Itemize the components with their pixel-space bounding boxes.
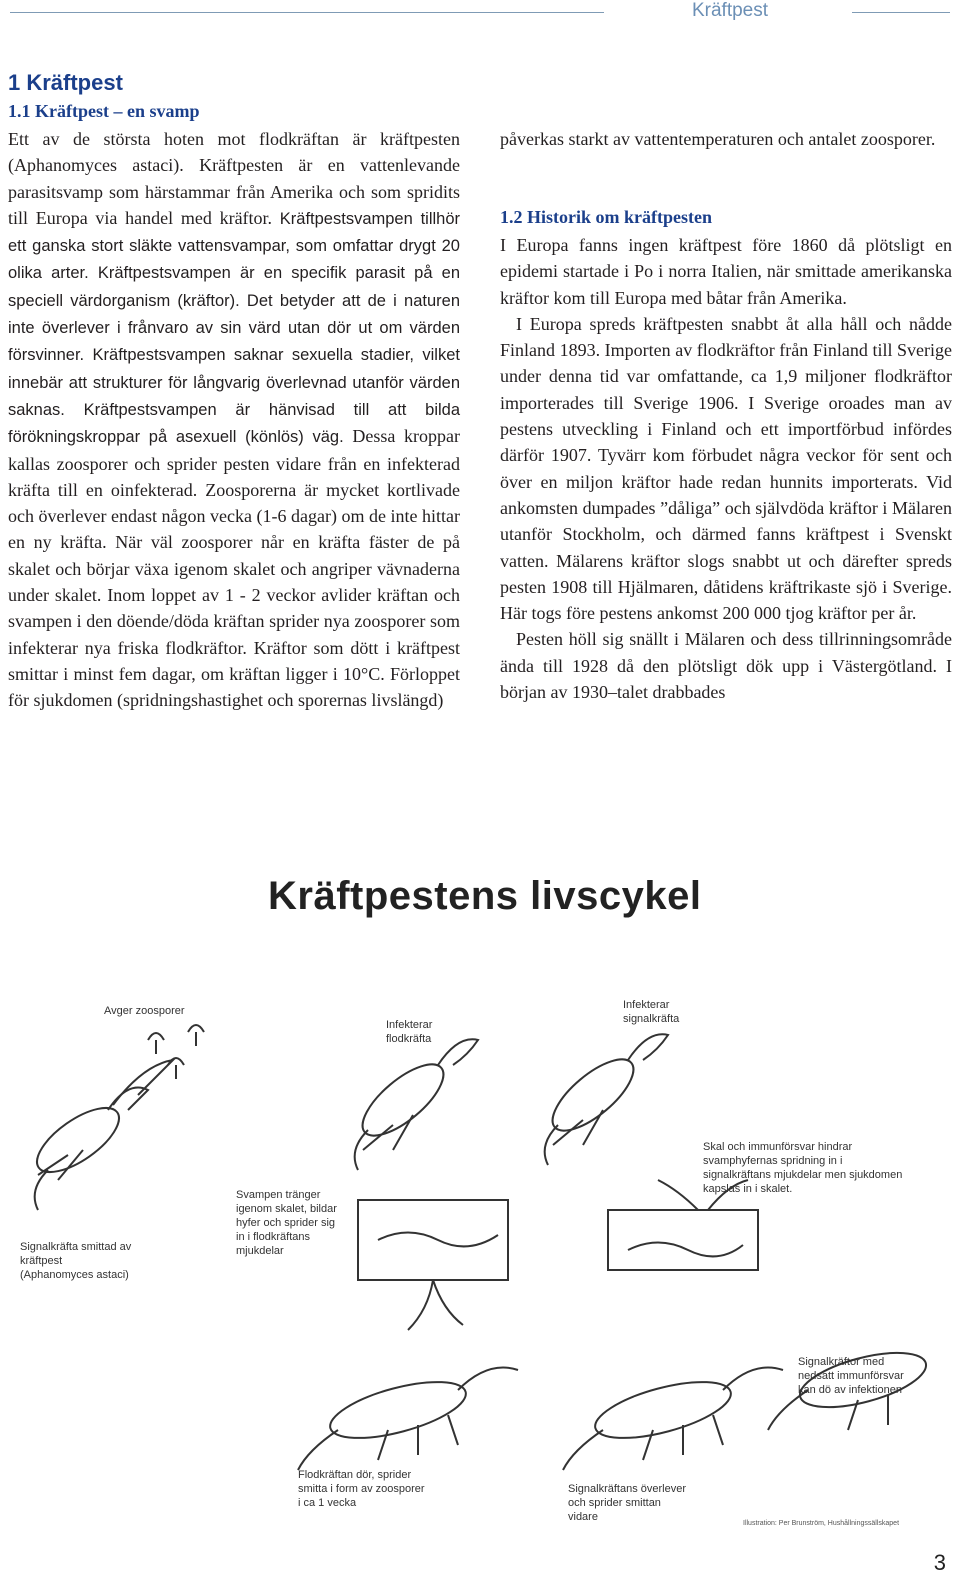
body-paragraph-col2 <box>500 232 952 705</box>
label-signalkraftans-overlever: Signalkräftans överlever och sprider smittan vidare <box>568 1483 687 1523</box>
body-paragraph-col2-continued: påverkas starkt av vattentemperaturen och antalet zoosporer. <box>500 129 936 149</box>
subsection-heading-1-2: 1.2 Historik om kräftpesten <box>500 207 712 227</box>
label-infekterar-flodkrafta: Infekterar flodkräfta <box>386 1019 433 1045</box>
col1-text-a: Ett av de största hoten mot flodkräftan är kräftpesten (Aphanomyces astaci). Kräftpesten är en vattenlevande parasitsvamp som härstammar från Amerika och som spridits till Europa via handel med kräftor. <box>8 129 460 228</box>
col2-para-3: Pesten höll sig snällt i Mälaren och dess tillrinningsområde ända till 1928 då den plötsligt dök upp i Västergötland. I början av 1930–talet drabbades <box>500 629 952 703</box>
label-svampen-tranger: Svampen tränger igenom skalet, bildar hyfer och sprider sig in i flodkräftans mjukdelar <box>236 1189 337 1257</box>
crayfish-icon <box>563 1368 783 1471</box>
label-avger-zoosporer: Avger zoosporer <box>104 1005 185 1017</box>
label-signalkraftor-nedsatt: Signalkräftor med nedsatt immunförsvar kan dö av infektionen <box>798 1356 904 1396</box>
crayfish-icon <box>352 1039 478 1170</box>
lifecycle-figure <box>8 810 952 1542</box>
figure-credit: Illustration: Per Brunström, Hushållningssällskapet <box>743 1520 900 1527</box>
label-skal-immunforsvar: Skal och immunförsvar hindrar svamphyfernas spridning in i signalkräftans mjukdelar men sjukdomen kapslas in i skalet. <box>703 1141 903 1195</box>
chapter-heading: 1 Kräftpest <box>8 70 123 95</box>
label-flodkraftan-dor: Flodkräftan dör, sprider smitta i form av zoosporer i ca 1 vecka <box>298 1469 425 1509</box>
zoospore-icon <box>148 1033 164 1054</box>
crayfish-icon <box>542 1034 668 1165</box>
page-number: 3 <box>933 1550 946 1575</box>
header-rule-right <box>852 12 950 13</box>
crayfish-icon <box>27 1060 173 1210</box>
shell-section-icon <box>608 1210 758 1270</box>
col1-text-c: Dessa kroppar kallas zoosporer och sprider pesten vidare från en infekterad kräfta till en oinfekterad. Zoosporerna är mycket kortlivade och överlever endast någon vecka (1-6 dagar) om de inte hittar en ny kräfta. När väl zoosporer når en kräfta fäster de på skalet och börjar växa igenom skalet och angriper vävnaderna under skalet. Inom loppet av 1 - 2 veckor avlider kräftan och svampen i den döende/döda kräftan sprider nya zoosporer som infekterar nya friska flodkräftor. Kräftor som dött i kräftpest smittar i minst fem dagar, om kräftan ligger i 10°C. Förloppet för sjukdomen (spridningshastighet och sporernas livslängd) <box>8 426 460 711</box>
subsection-heading-1-1: 1.1 Kräftpest – en svamp <box>8 101 200 121</box>
label-signalkrafta-smittad: Signalkräfta smittad av kräftpest (Aphanomyces astaci) <box>20 1241 132 1281</box>
label-infekterar-signalkrafta: Infekterar signalkräfta <box>623 999 680 1025</box>
crayfish-icon <box>298 1368 518 1471</box>
col2-para-1: I Europa fanns ingen kräftpest före 1860 då plötsligt en epidemi startade i Po i norra Italien, när smittade amerikanska kräftor kom till Europa med båtar från Amerika. <box>500 235 952 308</box>
figure-title: Kräftpestens livscykel <box>268 874 702 918</box>
body-paragraph-col1 <box>8 126 460 714</box>
shell-section-icon <box>358 1200 508 1280</box>
running-header-title: Kräftpest <box>691 0 769 21</box>
col2-para-2: I Europa spreds kräftpesten snabbt åt alla håll och nådde Finland 1893. Importen av flodkräftor från Finland till Sverige under denna tid var omfattande, ca 1,9 miljoner flodkräftor importerades till Sverige 1906. I Sverige oroades man av pestens utveckling i Finland och ett importförbud infördes därför 1907. Tyvärr kom förbudet några veckor för sent och över en miljon kräftor hade redan hunnits importerats. Vid ankomsten dumpades ”dåliga” och självdöda kräftor i Mälaren utanför Stockholm, och därmed fanns kräftpest i Svenskt vatten. Mälarens kräftor slogs snabbt ut och därefter spreds pesten 1908 till Hjälmaren, dåtidens kräftrikaste sjö i Sverige. Här togs före pestens ankomst 200 000 tjog kräftor per år. <box>500 313 952 624</box>
header-rule-left <box>10 12 604 13</box>
zoospore-icon <box>188 1025 204 1046</box>
col1-text-b: Kräftpestsvampen tillhör ett ganska stort släkte vattensvampar, som omfattar drygt 20 olika arter. Kräftpestsvampen är en specifik parasit på en speciell värdorganism (kräftor). Det betyder att de i naturen inte överlever i frånvaro av sin värd utan dör ut om värden försvinner. Kräftpestsvampen saknar sexuella stadier, vilket innebär att strukturer för långvarig överlevnad utanför värden saknas. Kräftpestsvampen är hänvisad till att bilda förökningskroppar på asexuell (könlös) väg. <box>8 209 461 447</box>
